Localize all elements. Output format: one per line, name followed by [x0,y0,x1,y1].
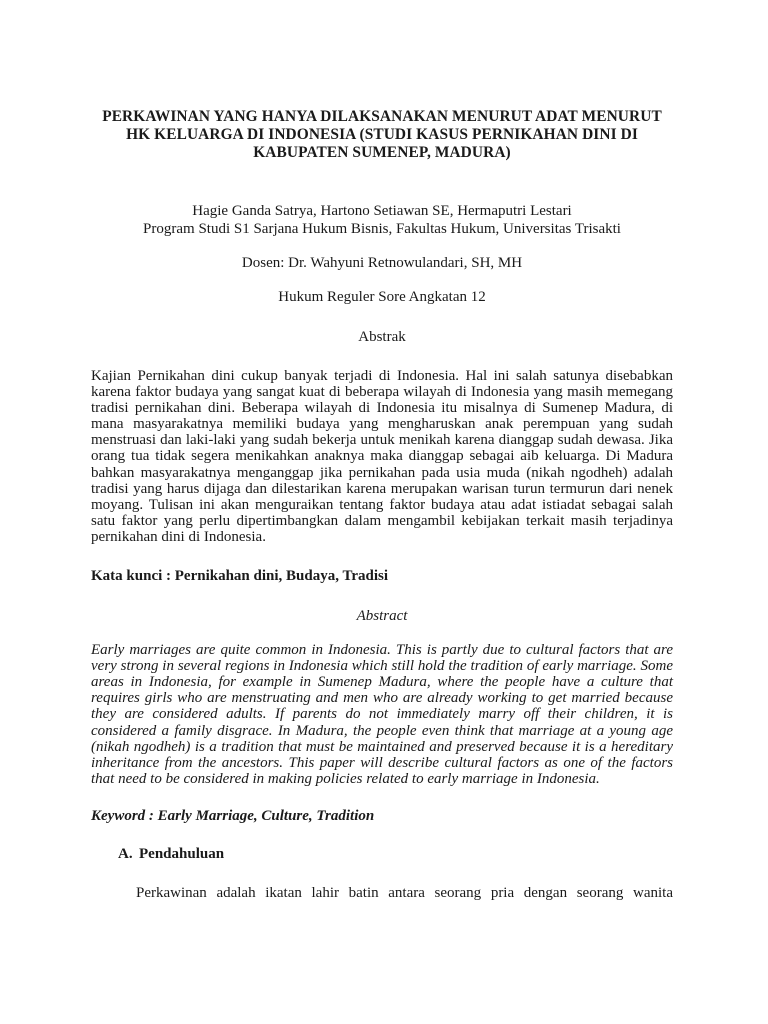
class-line: Hukum Reguler Sore Angkatan 12 [278,289,486,305]
abstrak-heading: Abstrak [358,329,406,345]
affiliation: Program Studi S1 Sarjana Hukum Bisnis, Fakultas Hukum, Universitas Trisakti [143,221,621,237]
kata-kunci: Kata kunci : Pernikahan dini, Budaya, Tradisi [91,568,389,585]
abstrak-text: Kajian Pernikahan dini cukup banyak terjadi di Indonesia. Hal ini salah satunya disebabkan karena faktor budaya yang sangat kuat di beberapa wilayah di Indonesia yang masih memegang tradisi pernikahan dini. Beberapa wilayah di Indonesia itu misalnya di Sumenep Madura, di mana masyarakatnya memiliki budaya yang mengharuskan anak perempuan yang sudah menstruasi dan laki-laki yang sudah bekerja untuk menikah karena dianggap sudah dewasa. Jika orang tua tidak segera menikahkan anaknya maka dianggap sebagai aib keluarga. Di Madura bahkan masyarakatnya menganggap jika pernikahan pada usia muda (nikah ngodheh) adalah tradisi yang harus dijaga dan dilestarikan karena merupakan warisan turun termurun dari nenek moyang. Tulisan ini akan menguraikan tentang faktor budaya atau adat istiadat sebagai salah satu faktor yang perlu dipertimbangkan dalam mengambil kebijakan terkait masih terjadinya pernikahan dini di Indonesia. [91,368,673,545]
lecturer-line: Dosen: Dr. Wahyuni Retnowulandari, SH, MH [241,255,523,271]
intro-paragraph: Perkawinan adalah ikatan lahir batin antara seorang pria dengan seorang wanita [136,884,673,901]
section-heading [91,845,673,863]
paper-title: PERKAWINAN YANG HANYA DILAKSANAKAN MENURUT ADAT MENURUT HK KELUARGA DI INDONESIA (STUDI KASUS PERNIKAHAN DINI DI KABUPATEN SUMENEP, MADURA) [102,108,662,161]
section-title: Pendahuluan [139,845,225,862]
author-list: Hagie Ganda Satrya, Hartono Setiawan SE, Hermaputri Lestari [192,203,572,219]
abstract-heading: Abstract [356,608,408,625]
section-number: A. [118,845,133,862]
abstract-text: Early marriages are quite common in Indonesia. This is partly due to cultural factors that are very strong in several regions in Indonesia which still hold the tradition of early marriage. Some areas in Indonesia, for example in Sumenep Madura, where the people have a culture that requires girls who are menstruating and men who are already working to get married because they are considered adults. If parents do not immediately marry off their children, it is considered a family disgrace. In Madura, the people even think that marriage at a young age (nikah ngodheh) is a tradition that must be maintained and preserved because it is a hereditary inheritance from the ancestors. This paper will describe cultural factors as one of the factors that need to be considered in making policies related to early marriage in Indonesia. [91,642,673,787]
keywords-en: Keyword : Early Marriage, Culture, Tradition [91,807,375,824]
document-page [91,108,673,902]
